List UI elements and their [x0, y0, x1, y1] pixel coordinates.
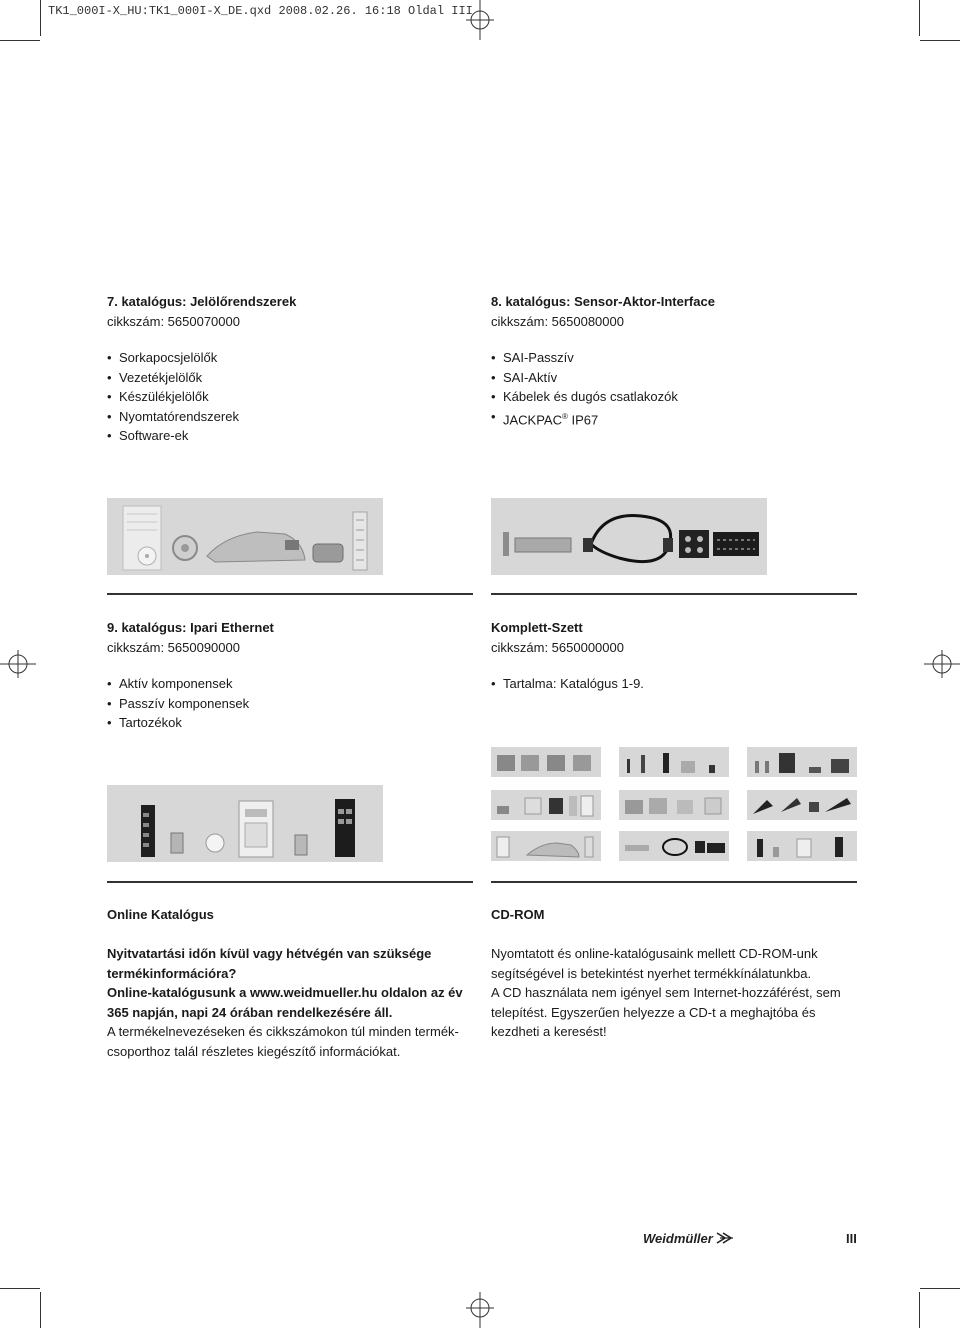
section-rule: [107, 881, 473, 883]
catalog-8-code: cikkszám: 5650080000: [491, 314, 624, 329]
text-line: A CD használata nem igényel sem Internet-hozzáférést, sem: [491, 985, 841, 1000]
text-line: Nyitvatartási időn kívül vagy hétvégén van szüksége: [107, 946, 432, 961]
page-number: III: [846, 1231, 857, 1246]
registration-mark-bottom: [466, 1292, 494, 1328]
registration-mark-left: [0, 650, 36, 678]
cdrom-text: [491, 944, 861, 1042]
catalog-8-section: [491, 292, 861, 429]
text-line: 365 napján, napi 24 órában rendelkezésére áll.: [107, 1004, 393, 1020]
catalog-8-list: [491, 348, 861, 429]
online-catalog-text: [107, 944, 477, 1061]
list-item: • Készülékjelölők: [107, 387, 477, 407]
catalog-9-product-photo: [107, 785, 383, 862]
section-rule: [491, 881, 857, 883]
list-item: • SAI-Aktív: [491, 368, 861, 388]
online-catalog-title: Online Katalógus: [107, 907, 214, 922]
catalog-7-section: [107, 292, 477, 446]
list-item: • Tartozékok: [107, 713, 477, 733]
complete-set-code: cikkszám: 5650000000: [491, 640, 624, 655]
list-item: • Software-ek: [107, 426, 477, 446]
list-item: • Tartalma: Katalógus 1-9.: [491, 674, 861, 694]
list-item: • Kábelek és dugós csatlakozók: [491, 387, 861, 407]
list-item: • Nyomtatórendszerek: [107, 407, 477, 427]
thumbnail-catalog-2: [619, 747, 729, 777]
thumbnail-catalog-4: [491, 790, 601, 820]
text-line: Online-katalógusunk a www.weidmueller.hu oldalon az év: [107, 985, 463, 1000]
text-line: csoporthoz talál részletes kiegészítő információkat.: [107, 1043, 401, 1059]
thumbnail-catalog-6: [747, 790, 857, 820]
thumbnail-catalog-3: [747, 747, 857, 777]
text-line: Nyomtatott és online-katalógusaink mellett CD-ROM-unk: [491, 946, 818, 961]
list-item: • Passzív komponensek: [107, 694, 477, 714]
catalog-8-title: 8. katalógus: Sensor-Aktor-Interface: [491, 294, 715, 309]
complete-set-list: [491, 674, 861, 694]
thumbnail-catalog-9: [747, 831, 857, 861]
catalog-9-section: [107, 618, 477, 733]
list-item: • Sorkapocsjelölők: [107, 348, 477, 368]
section-rule: [491, 593, 857, 595]
text-line: telepítést. Egyszerűen helyezze a CD-t a meghajtóba és: [491, 1004, 816, 1020]
thumbnail-catalog-8: [619, 831, 729, 861]
catalog-7-code: cikkszám: 5650070000: [107, 314, 240, 329]
thumbnail-catalog-5: [619, 790, 729, 820]
print-slug: TK1_000I-X_HU:TK1_000I-X_DE.qxd 2008.02.26. 16:18 Oldal III: [48, 4, 473, 18]
catalog-9-code: cikkszám: 5650090000: [107, 640, 240, 655]
list-item: • Vezetékjelölők: [107, 368, 477, 388]
section-rule: [107, 593, 473, 595]
list-item: • Aktív komponensek: [107, 674, 477, 694]
registration-mark-top: [466, 0, 494, 40]
weidmuller-logo-icon: [716, 1232, 734, 1244]
registration-mark-right: [924, 650, 960, 678]
thumbnail-catalog-1: [491, 747, 601, 777]
catalog-7-product-photo: [107, 498, 383, 575]
complete-set-title: Komplett-Szett: [491, 620, 583, 635]
catalog-7-title: 7. katalógus: Jelölőrendszerek: [107, 294, 297, 309]
cdrom-title: CD-ROM: [491, 907, 545, 922]
online-catalog-section: [107, 905, 477, 1061]
text-line: segítségével is betekintést nyerhet termékkínálatunkba.: [491, 965, 812, 981]
catalog-9-list: [107, 674, 477, 733]
text-line: termékinformációra?: [107, 965, 237, 981]
catalog-7-list: [107, 348, 477, 446]
catalog-9-title: 9. katalógus: Ipari Ethernet: [107, 620, 274, 635]
catalog-8-product-photo: [491, 498, 767, 575]
cdrom-section: [491, 905, 861, 1042]
list-item-jackpac: • JACKPAC® IP67: [491, 407, 861, 430]
list-item: • SAI-Passzív: [491, 348, 861, 368]
text-line: kezdheti a keresést!: [491, 1024, 607, 1039]
thumbnail-catalog-7: [491, 831, 601, 861]
complete-set-section: [491, 618, 861, 694]
weidmuller-logo: Weidmüller: [643, 1231, 734, 1246]
text-line: A termékelnevezéseken és cikkszámokon túl minden termék-: [107, 1024, 459, 1039]
